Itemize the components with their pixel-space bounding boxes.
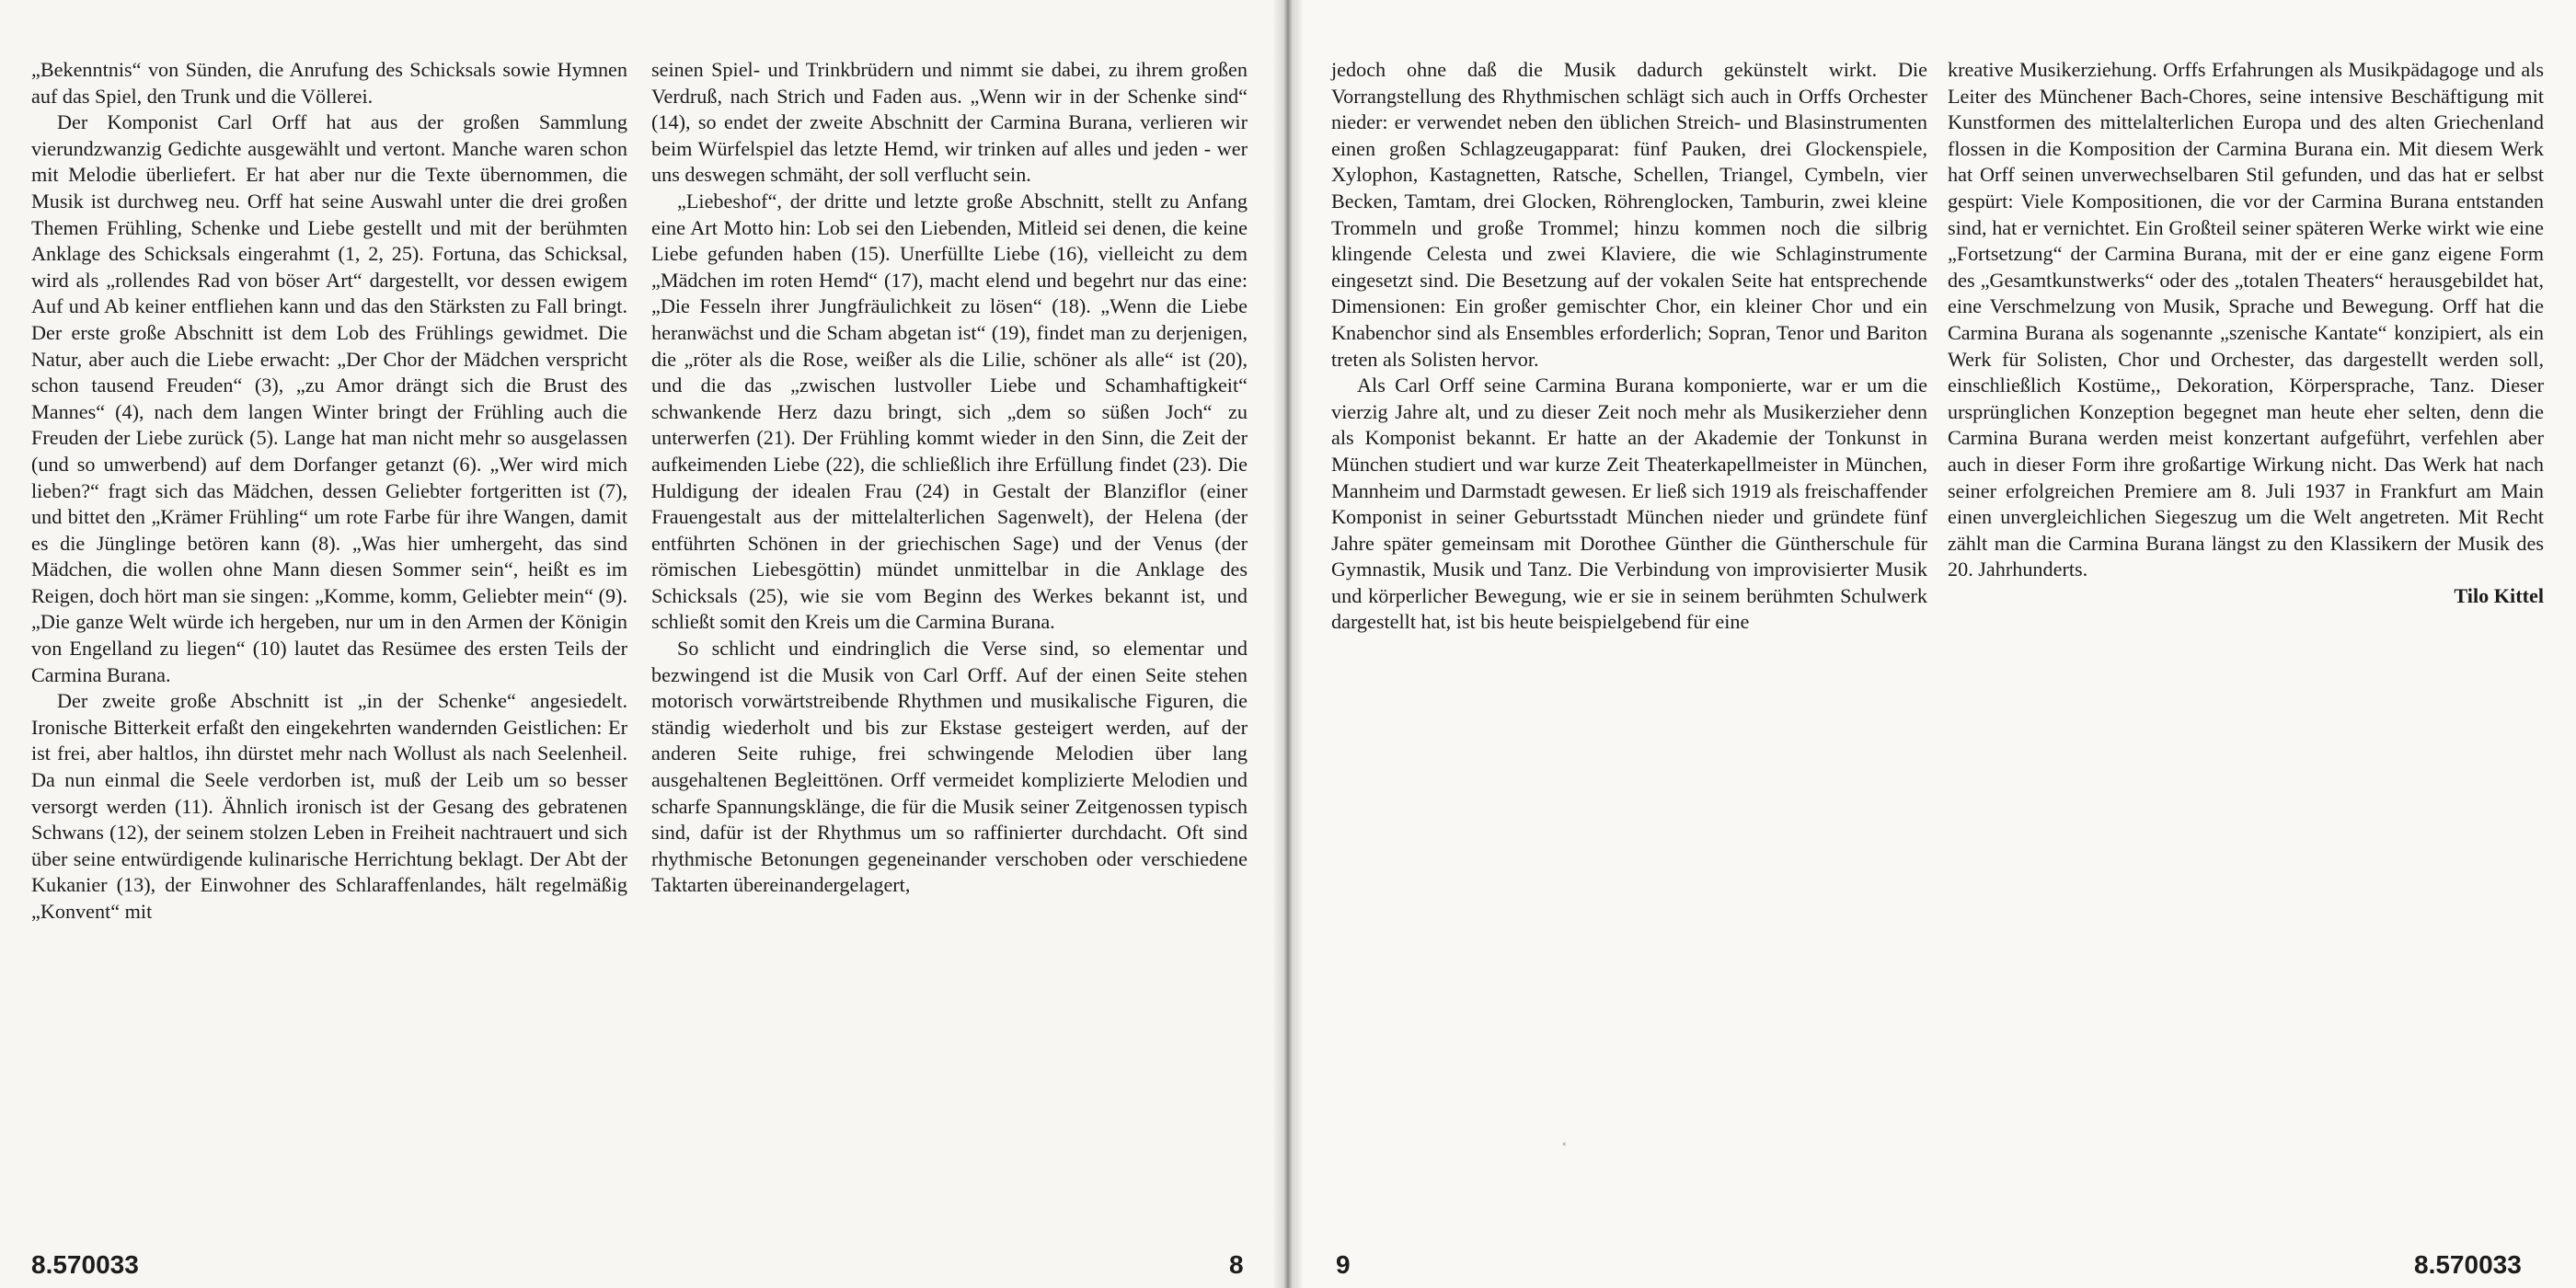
catalog-number: 8.570033 bbox=[2414, 1250, 2522, 1279]
paragraph: Der zweite große Abschnitt ist „in der Schenke“ angesiedelt. Ironische Bitterkeit erfaßt den eingekehrten wandernden Geistlichen: Er ist frei, aber haltlos, ihn dürstet mehr nach Wollust als nach Seelenheil. Da nun einmal die Seele verdorben ist, muß der Leib um so besser versorgt werden (11). Ähnlich ironisch ist der Gesang des gebratenen Schwans (12), der seinem stolzen Leben in Freiheit nachtrauert und sich über seine entwürdigende kulinarische Herrichtung beklagt. Der Abt der Kukanier (13), der Einwohner des Schlaraffenlandes, hält regelmäßig „Konvent“ mit bbox=[31, 689, 627, 923]
page-number: 9 bbox=[1336, 1250, 1351, 1279]
paragraph: jedoch ohne daß die Musik dadurch gekünstelt wirkt. Die Vorrangstellung des Rhythmischen schlägt sich auch in Orffs Orchester nieder: er verwendet neben den üblichen Streich- und Blasinstrumenten einen großen Schlagzeugapparat: fünf Pauken, drei Glockenspiele, Xylophon, Kastagnetten, Ratsche, Schellen, Triangel, Cymbeln, vier Becken, Tamtam, drei Glocken, Röhrenglocken, Tamburin, zwei kleine Trommeln und große Trommel; hinzu kommen noch die silbrig klingende Celesta und zwei Klaviere, die wie Schlaginstrumente eingesetzt sind. Die Besetzung auf der vokalen Seite hat entsprechende Dimensionen: Ein großer gemischter Chor, ein kleiner Chor und ein Knabenchor sind als Ensembles erforderlich; Sopran, Tenor und Bariton treten als Solisten hervor. bbox=[1331, 58, 1927, 371]
catalog-number: 8.570033 bbox=[31, 1250, 139, 1279]
text-column-2 bbox=[651, 57, 1248, 899]
pencil-mark-icon: ‧ bbox=[1560, 1132, 1569, 1158]
text-column-4 bbox=[1948, 57, 2544, 609]
book-gutter bbox=[1273, 0, 1303, 1288]
paragraph: „Liebeshof“, der dritte und letzte große Abschnitt, stellt zu Anfang eine Art Motto hin: Lob sei den Liebenden, Mitleid sei denen, die keine Liebe gefunden haben (15). Unerfüllte Liebe (16), vielleicht zu dem „Mädchen im roten Hemd“ (17), macht elend und begehrt nur das eine: „Die Fesseln ihrer Jungfräulichkeit zu lösen“ (18). „Wenn die Liebe heranwächst und die Scham abgetan ist“ (19), findet man zu derjenigen, die „röter als die Rose, weißer als die Lilie, schöner als alle“ ist (20), und die das „zwischen lustvoller Liebe und Schamhaftigkeit“ schwankende Herz dazu bringt, sich „dem so süßen Joch“ zu unterwerfen (21). Der Frühling kommt wieder in den Sinn, die Zeit der aufkeimenden Liebe (22), die schließlich ihre Erfüllung findet (23). Die Huldigung der idealen Frau (24) in Gestalt der Blanziflor (einer Frauengestalt aus der mittelalterlichen Sagenwelt), der Helena (der entführten Schönen in der griechischen Sage) und der Venus (der römischen Liebesgöttin) mündet unmittelbar in die Anklage des Schicksals (25), wie sie vom Beginn des Werkes bekannt ist, und schließt somit den Kreis um die Carmina Burana. bbox=[651, 189, 1248, 634]
author-signature: Tilo Kittel bbox=[2454, 583, 2544, 607]
page-number: 8 bbox=[1229, 1250, 1244, 1279]
paragraph: kreative Musikerziehung. Orffs Erfahrungen als Musikpädagoge und als Leiter des Münchener Bach-Chores, seine intensive Beschäftigung mit Kunstformen des mittelalterlichen Europa und des alten Griechenland flossen in die Komposition der Carmina Burana ein. Mit diesem Werk hat Orff seinen unverwechselbaren Stil gefunden, und das hat er selbst gespürt: Viele Kompositionen, die vor der Carmina Burana entstanden sind, hat er vernichtet. Ein Großteil seiner späteren Werke wirkt wie eine „Fortsetzung“ der Carmina Burana, mit der er eine ganz eigene Form des „Gesamtkunstwerks“ oder des „totalen Theaters“ herausgebildet hat, eine Verschmelzung von Musik, Sprache und Bewegung. Orff hat die Carmina Burana als sogenannte „szenische Kantate“ konzipiert, als ein Werk für Solisten, Chor und Orchester, das dargestellt werden soll, einschließlich Kostüme,, Dekoration, Körpersprache, Tanz. Dieser ursprünglichen Konzeption begegnet man heute eher selten, denn die Carmina Burana werden meist konzertant aufgeführt, verfehlen aber auch in dieser Form ihre großartige Wirkung nicht. Das Werk hat nach seiner erfolgreichen Premiere am 8. Juli 1937 in Frankfurt am Main einen unvergleichlichen Siegeszug um die Welt angetreten. Mit Recht zählt man die Carmina Burana längst zu den Klassikern der Musik des 20. Jahrhunderts. bbox=[1948, 58, 2544, 581]
text-column-3 bbox=[1331, 57, 1927, 636]
paragraph: Als Carl Orff seine Carmina Burana komponierte, war er um die vierzig Jahre alt, und zu dieser Zeit noch mehr als Musikerzieher denn als Komponist bekannt. Er hatte an der Akademie der Tonkunst in München studiert und war kurze Zeit Theaterkapellmeister in München, Mannheim und Darmstadt gewesen. Er ließ sich 1919 als freischaffender Komponist in seiner Geburtsstadt München nieder und gründete fünf Jahre später gemeinsam mit Dorothee Günther die Güntherschule für Gymnastik, Musik und Tanz. Die Verbindung von improvisierter Musik und körperlicher Bewegung, wie er sie in seinem berühmten Schulwerk dargestellt hat, ist bis heute beispielgebend für eine bbox=[1331, 374, 1927, 634]
text-column-1 bbox=[31, 57, 627, 926]
left-page bbox=[0, 0, 1273, 1288]
paragraph: seinen Spiel- und Trinkbrüdern und nimmt sie dabei, zu ihrem großen Verdruß, nach Strich und Faden aus. „Wenn wir in der Schenke sind“ (14), so endet der zweite Abschnitt der Carmina Burana, verlieren wir beim Würfelspiel das letzte Hemd, wir trinken auf alles und jeden - wer uns deswegen schmäht, der soll verflucht sein. bbox=[651, 58, 1248, 187]
paragraph: So schlicht und eindringlich die Verse sind, so elementar und bezwingend ist die Musik von Carl Orff. Auf der einen Seite stehen motorisch vorwärtstreibende Rhythmen und musikalische Figuren, die ständig wiederholt und bis zur Ekstase gesteigert werden, auf der anderen Seite ruhige, frei schwingende Melodien über lang ausgehaltenen Begleittönen. Orff vermeidet komplizierte Melodien und scharfe Spannungsklänge, die für die Musik seiner Zeitgenossen typisch sind, dafür ist der Rhythmus um so raffinierter durchdacht. Oft sind rhythmische Betonungen gegeneinander verschoben oder verschiedene Taktarten übereinandergelagert, bbox=[651, 637, 1248, 897]
paragraph: Der Komponist Carl Orff hat aus der großen Sammlung vierundzwanzig Gedichte ausgewählt und vertont. Manche waren schon mit Melodie überliefert. Er hat aber nur die Texte übernommen, die Musik ist durchweg neu. Orff hat seine Auswahl unter die drei großen Themen Frühling, Schenke und Liebe gestellt und mit der berühmten Anklage des Schicksals eingerahmt (1, 2, 25). Fortuna, das Schicksal, wird als „rollendes Rad von böser Art“ dargestellt, vor dessen ewigem Auf und Ab keiner entfliehen kann und das den Stärksten zu Fall bringt. Der erste große Abschnitt ist dem Lob des Frühlings gewidmet. Die Natur, aber auch die Liebe erwacht: „Der Chor der Mädchen verspricht schon tausend Freuden“ (3), „zu Amor drängt sich die Brust des Mannes“ (4), nach dem langen Winter bringt der Frühling auch die Freuden der Liebe zurück (5). Lange hat man nicht mehr so ausgelassen (und so umwerbend) auf dem Dorfanger getanzt (6). „Wer wird mich lieben?“ fragt sich das Mädchen, dessen Geliebter fortgeritten ist (7), und bittet den „Krämer Frühling“ um rote Farbe für ihre Wangen, damit es die Jünglinge betören kann (8). „Was hier umhergeht, das sind Mädchen, die wollen ohne Mann diesen Sommer sein“, heißt es im Reigen, doch hört man sie singen: „Komme, komm, Geliebter mein“ (9). „Die ganze Welt würde ich hergeben, nur um in den Armen der Königin von Engelland zu liegen“ (10) lautet das Resümee des ersten Teils der Carmina Burana. bbox=[31, 110, 627, 686]
paragraph: „Bekenntnis“ von Sünden, die Anrufung des Schicksals sowie Hymnen auf das Spiel, den Trunk und die Völlerei. bbox=[31, 58, 627, 108]
